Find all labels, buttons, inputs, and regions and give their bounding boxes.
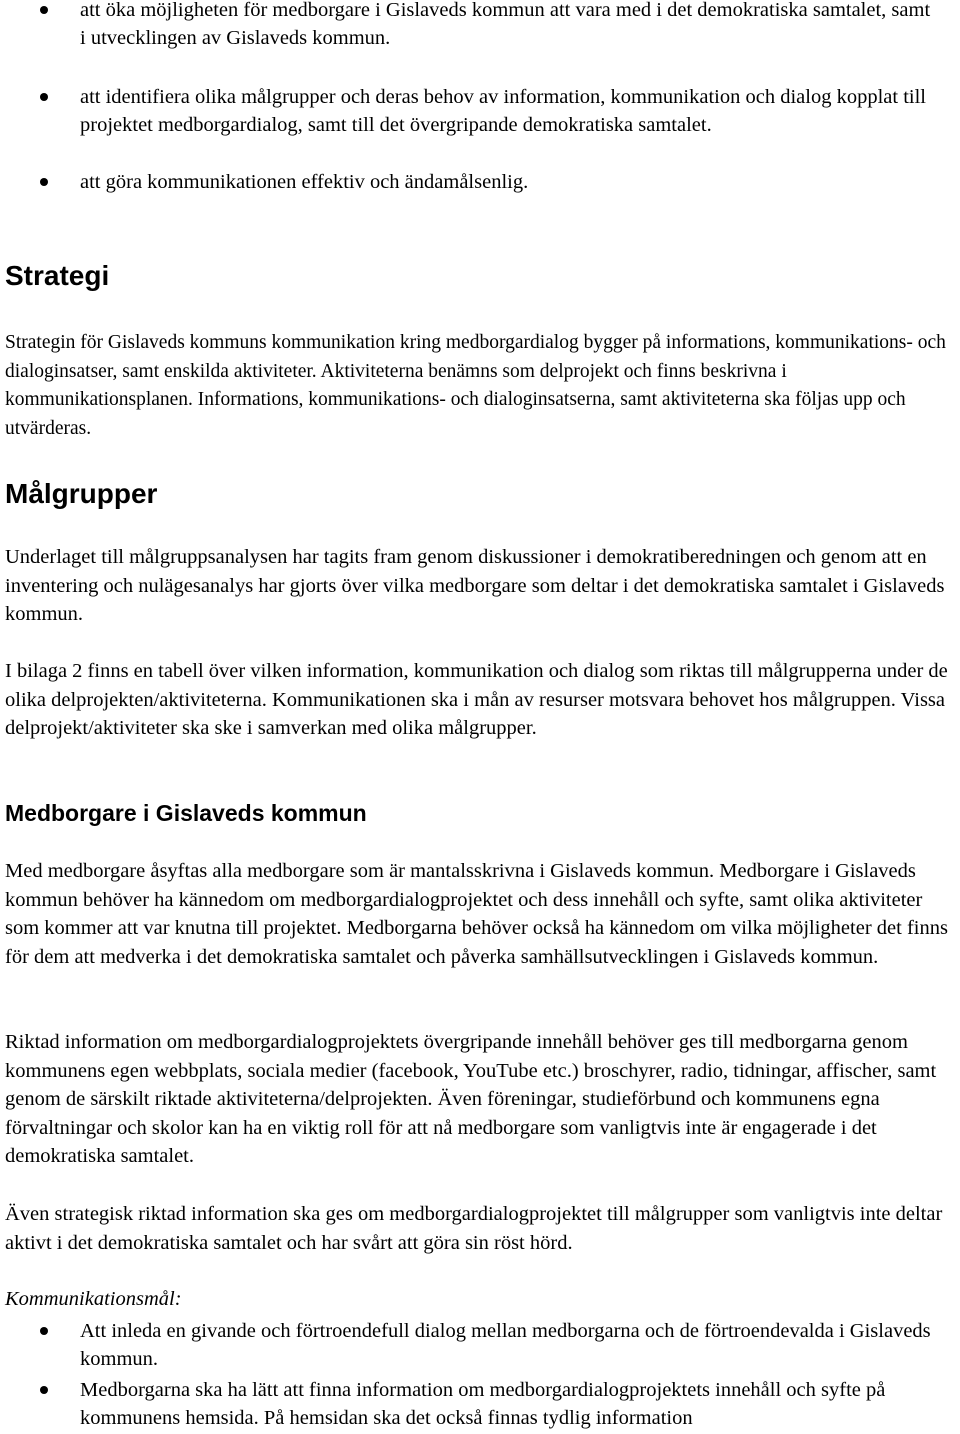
medborgare-paragraph-3: Även strategisk riktad information ska ges om medborgardialogprojektet till målgrupper som vanligtvis inte deltar aktivt i det demokratiska samtalet och har svårt att göra sin röst hörd. (5, 1203, 943, 1254)
purpose-bullet-list (0, 0, 960, 196)
list-item (0, 168, 960, 196)
malgrupper-paragraph-1: Underlaget till målgruppsanalysen har tagits fram genom diskussioner i demokratiberedningen och genom att en inventering och nulägesanalys har gjorts över vilka medborgare som deltar i det demokratiska samtalet i Gislaveds kommun. (5, 546, 945, 625)
strategi-heading: Strategi (5, 260, 110, 291)
bullet-icon (40, 93, 48, 101)
list-item-text: Att inleda en givande och förtroendefull dialog mellan medborgarna och de förtroendevalda i Gislaveds kommun. (80, 1320, 931, 1370)
list-item (0, 1317, 960, 1373)
list-item (0, 0, 960, 52)
list-item-text: att öka möjligheten för medborgare i Gislaveds kommun att vara med i det demokratiska samtalet, samt i utvecklingen av Gislaveds kommun. (80, 0, 931, 49)
list-item-text: att göra kommunikationen effektiv och ändamålsenlig. (80, 171, 529, 193)
medborgare-heading: Medborgare i Gislaveds kommun (5, 800, 367, 826)
list-item (0, 83, 960, 139)
bullet-icon (40, 1327, 48, 1335)
medborgare-paragraph-1: Med medborgare åsyftas alla medborgare som är mantalsskrivna i Gislaveds kommun. Medborgare i Gislaveds kommun behöver ha kännedom om medborgardialogprojektet och dess innehåll och syfte, samt olika aktiviteter som kommer att var knutna till projektet. Medborgarna behöver också ha kännedom om vilka möjligheter det finns för dem att medverka i det demokratiska samtalet och påverka samhällsutvecklingen i Gislaveds kommun. (5, 860, 948, 968)
list-item-text: att identifiera olika målgrupper och deras behov av information, kommunikation och dialog kopplat till projektet medborgardialog, samt till det övergripande demokratiska samtalet. (80, 86, 926, 136)
bullet-icon (40, 1386, 48, 1394)
goals-bullet-list (0, 1317, 960, 1432)
bullet-icon (40, 178, 48, 186)
list-item (0, 1376, 960, 1432)
kommunikationsmal-label: Kommunikationsmål: (5, 1288, 182, 1310)
list-item-text: Medborgarna ska ha lätt att finna information om medborgardialogprojektets innehåll och syfte på kommunens hemsida. På hemsidan ska det också finnas tydlig information (80, 1379, 886, 1429)
malgrupper-heading: Målgrupper (5, 478, 158, 509)
strategi-paragraph: Strategin för Gislaveds kommuns kommunikation kring medborgardialog bygger på informations, kommunikations- och dialoginsatser, samt enskilda aktiviteter. Aktiviteterna benämns som delprojekt och finns beskrivna i kommunikationsplanen. Informations, kommunikations- och dialoginsatserna, samt aktiviteterna ska följas upp och utvärderas. (5, 332, 946, 439)
bullet-icon (40, 6, 48, 14)
medborgare-paragraph-2: Riktad information om medborgardialogprojektets övergripande innehåll behöver ges till medborgarna genom kommunens egen webbplats, sociala medier (facebook, YouTube etc.) broschyrer, radio, tidningar, affischer, samt genom de särskilt riktade aktiviteterna/delprojekten. Även föreningar, studieförbund och kommunens egna förvaltningar och skolor kan ha en viktig roll för att nå medborgare som vanligtvis inte är engagerade i det demokratiska samtalet. (5, 1031, 937, 1167)
malgrupper-paragraph-2: I bilaga 2 finns en tabell över vilken information, kommunikation och dialog som riktas till målgrupperna under de olika delprojekten/aktiviteterna. Kommunikationen ska i mån av resurser motsvara behovet hos målgruppen. Vissa delprojekt/aktiviteter ska ske i samverkan med olika målgrupper. (5, 660, 948, 739)
